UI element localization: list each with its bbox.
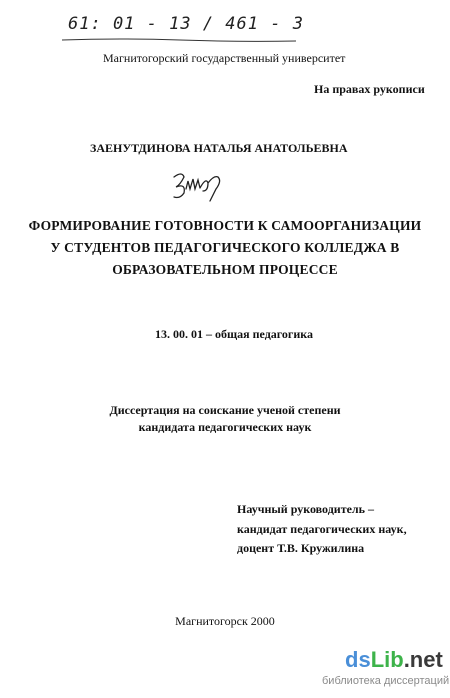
watermark-lib: Lib xyxy=(370,647,404,672)
archive-number: 61: 01 - 13 / 461 - 3 xyxy=(68,14,304,34)
supervisor-line-2: кандидат педагогических наук, xyxy=(237,522,407,536)
dissertation-title-line-1: ФОРМИРОВАНИЕ ГОТОВНОСТИ К САМООРГАНИЗАЦИИ xyxy=(28,218,422,233)
watermark-ds: ds xyxy=(345,647,371,672)
dslib-watermark-logo xyxy=(345,647,443,673)
watermark-subtitle: библиотека диссертаций xyxy=(322,675,450,687)
archive-number-underline xyxy=(60,36,300,44)
specialty-code: 13. 00. 01 – общая педагогика xyxy=(155,327,314,341)
supervisor-line-3: доцент Т.В. Кружилина xyxy=(237,541,365,555)
dissertation-title-line-3: ОБРАЗОВАТЕЛЬНОМ ПРОЦЕССЕ xyxy=(112,262,338,277)
handwritten-signature xyxy=(170,167,228,203)
dissertation-title-line-2: У СТУДЕНТОВ ПЕДАГОГИЧЕСКОГО КОЛЛЕДЖА В xyxy=(50,240,400,255)
city-year: Магнитогорск 2000 xyxy=(175,614,275,628)
manuscript-rights: На правах рукописи xyxy=(314,82,425,96)
degree-line-1: Диссертация на соискание ученой степени xyxy=(109,403,341,417)
watermark-net: .net xyxy=(403,647,443,672)
degree-line-2: кандидата педагогических наук xyxy=(138,420,312,434)
university-name: Магнитогорский государственный университет xyxy=(103,51,346,65)
supervisor-line-1: Научный руководитель – xyxy=(237,502,374,516)
author-name: ЗАЕНУТДИНОВА НАТАЛЬЯ АНАТОЛЬЕВНА xyxy=(90,141,348,155)
